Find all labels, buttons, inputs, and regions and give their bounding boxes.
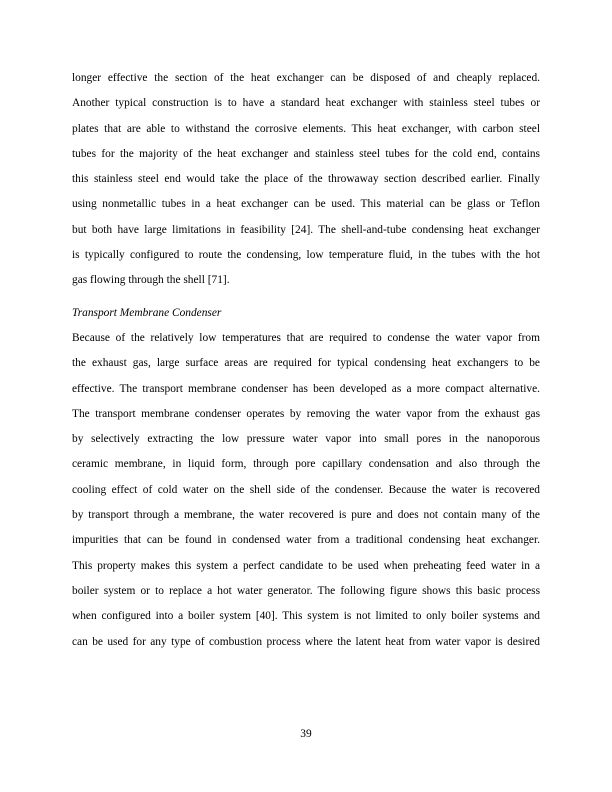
- paragraph-line: tubes for the majority of the heat exchanger and stainless steel tubes for the cold end, contains: [72, 147, 540, 160]
- paragraph-line: Because of the relatively low temperatures that are required to condense the water vapor from: [72, 331, 540, 344]
- paragraph-line: The transport membrane condenser operates by removing the water vapor from the exhaust gas: [72, 407, 540, 420]
- paragraph-line: is typically configured to route the condensing, low temperature fluid, in the tubes with the hot: [72, 249, 540, 262]
- paragraph-line: cooling effect of cold water on the shell side of the condenser. Because the water is recovered: [72, 483, 540, 496]
- paragraph-line: effective. The transport membrane condenser has been developed as a more compact alternative.: [72, 382, 540, 395]
- paragraph-line: by selectively extracting the low pressure water vapor into small pores in the nanoporous: [72, 433, 540, 446]
- paragraph-line: by transport through a membrane, the water recovered is pure and does not contain many of the: [72, 509, 540, 522]
- paragraph-line: can be used for any type of combustion process where the latent heat from water vapor is desired: [72, 635, 540, 648]
- paragraph-line: but both have large limitations in feasibility [24]. The shell-and-tube condensing heat exchanger: [72, 223, 540, 236]
- paragraph-line: plates that are able to withstand the corrosive elements. This heat exchanger, with carbon steel: [72, 122, 540, 135]
- paragraph-line: when configured into a boiler system [40]. This system is not limited to only boiler systems and: [72, 610, 540, 623]
- page-body: [72, 66, 540, 655]
- paragraph-line: This property makes this system a perfect candidate to be used when preheating feed water in a: [72, 559, 540, 572]
- paragraph-line: impurities that can be found in condensed water from a traditional condensing heat exchanger.: [72, 534, 540, 547]
- paragraph-line: gas flowing through the shell [71].: [72, 274, 230, 287]
- paragraph-line: this stainless steel end would take the place of the throwaway section described earlier. Finally: [72, 173, 540, 186]
- paragraph-line: using nonmetallic tubes in a heat exchanger can be used. This material can be glass or Teflon: [72, 198, 540, 211]
- paragraph-line: Another typical construction is to have a standard heat exchanger with stainless steel tubes or: [72, 97, 540, 110]
- paragraph-1: [72, 66, 540, 294]
- paragraph-line: the exhaust gas, large surface areas are required for typical condensing heat exchangers to be: [72, 357, 540, 370]
- page-number: 39: [300, 728, 312, 740]
- paragraph-2: [72, 326, 540, 655]
- paragraph-line: ceramic membrane, in liquid form, through pore capillary condensation and also through the: [72, 458, 540, 471]
- paragraph-line: longer effective the section of the heat exchanger can be disposed of and cheaply replaced.: [72, 72, 540, 84]
- paragraph-line: boiler system or to replace a hot water generator. The following figure shows this basic process: [72, 584, 540, 597]
- section-heading: Transport Membrane Condenser: [72, 306, 222, 319]
